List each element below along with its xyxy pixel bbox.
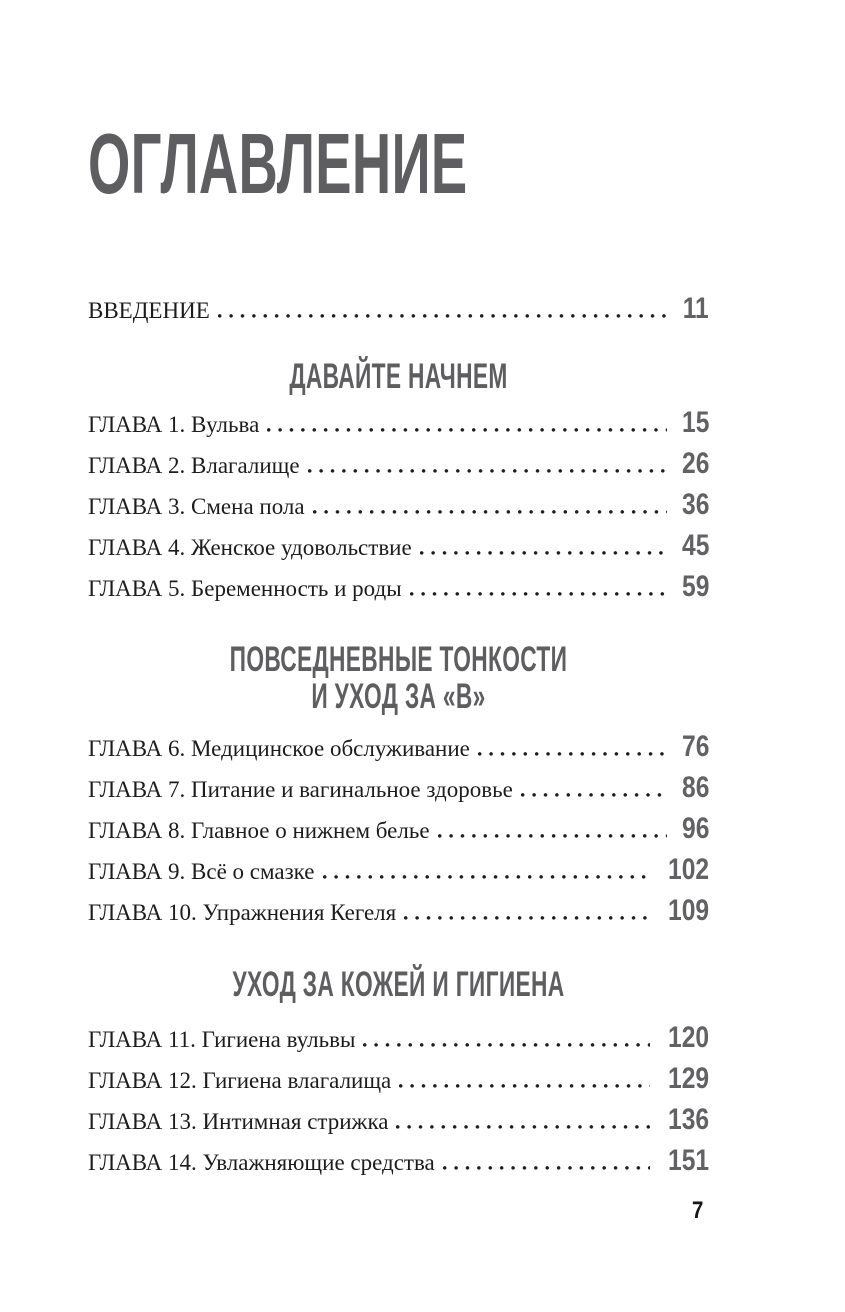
toc-entry-label: ГЛАВА 2. Влагалище bbox=[88, 453, 300, 478]
toc-entry-page: 36 bbox=[681, 488, 709, 521]
toc-entry-chapter-12 bbox=[88, 1058, 709, 1099]
toc-entry-page: 86 bbox=[681, 771, 709, 804]
toc-entry-chapter-7 bbox=[88, 767, 709, 808]
section-heading-skin-care-hygiene bbox=[88, 965, 709, 1005]
toc-entry-label: ГЛАВА 1. Вульва bbox=[88, 412, 260, 437]
toc-entry-page: 129 bbox=[667, 1062, 709, 1095]
section-heading-lets-begin bbox=[88, 357, 709, 397]
toc-content bbox=[88, 0, 709, 1181]
toc-entry-chapter-2 bbox=[88, 443, 709, 484]
toc-entry-page: 11 bbox=[682, 292, 709, 325]
page-title: ОГЛАВЛЕНИЕ bbox=[88, 117, 468, 212]
toc-entry-label: ГЛАВА 7. Питание и вагинальное здоровье bbox=[88, 777, 513, 802]
section-heading-line: ДАВАЙТЕ НАЧНЕМ bbox=[289, 357, 508, 396]
toc-entry-chapter-10 bbox=[88, 890, 709, 931]
toc-entry-chapter-13 bbox=[88, 1099, 709, 1140]
toc-entry-chapter-1 bbox=[88, 402, 709, 443]
dot-leader bbox=[410, 592, 667, 596]
toc-entry-label: ГЛАВА 5. Беременность и роды bbox=[88, 576, 402, 601]
dot-leader bbox=[396, 1125, 649, 1129]
toc-entry-page: 15 bbox=[681, 406, 709, 439]
toc-entry-label: ГЛАВА 6. Медицинское обслуживание bbox=[88, 736, 470, 761]
toc-entry-page: 109 bbox=[667, 894, 709, 927]
toc-entry-label: ГЛАВА 4. Женское удовольствие bbox=[88, 535, 412, 560]
toc-entry-label: ГЛАВА 14. Увлажняющие средства bbox=[88, 1150, 435, 1175]
dot-leader bbox=[420, 551, 667, 555]
toc-entry-page: 102 bbox=[667, 853, 709, 886]
toc-entry-page: 96 bbox=[681, 812, 709, 845]
toc-entry-chapter-14 bbox=[88, 1140, 709, 1181]
toc-entry-label: ГЛАВА 9. Всё о смазке bbox=[88, 859, 315, 884]
toc-section-rows bbox=[88, 726, 709, 931]
toc-entry-label: ГЛАВА 13. Интимная стрижка bbox=[88, 1109, 389, 1134]
section-heading-line: ПОВСЕДНЕВНЫЕ ТОНКОСТИ bbox=[229, 640, 568, 679]
dot-leader bbox=[313, 510, 667, 514]
toc-entry-chapter-11 bbox=[88, 1017, 709, 1058]
toc-entry-introduction bbox=[88, 288, 709, 329]
toc-section-rows bbox=[88, 402, 709, 607]
toc-entry-chapter-6 bbox=[88, 726, 709, 767]
dot-leader bbox=[308, 469, 667, 473]
toc-entry-page: 151 bbox=[667, 1144, 709, 1177]
toc-entry-label: ГЛАВА 11. Гигиена вульвы bbox=[88, 1027, 356, 1052]
dot-leader bbox=[399, 1084, 650, 1088]
printed-page-number: 7 bbox=[691, 1197, 703, 1224]
toc-entry-label: ГЛАВА 3. Смена пола bbox=[88, 494, 305, 519]
dot-leader bbox=[438, 834, 667, 838]
section-heading-everyday-care bbox=[88, 641, 709, 715]
toc-entry-page: 59 bbox=[681, 570, 709, 603]
toc-entry-chapter-5 bbox=[88, 566, 709, 607]
dot-leader bbox=[218, 314, 669, 318]
dot-leader bbox=[363, 1043, 649, 1047]
dot-leader bbox=[267, 428, 666, 432]
toc-entry-page: 26 bbox=[681, 447, 709, 480]
dot-leader bbox=[478, 752, 667, 756]
section-heading-line: И УХОД ЗА «В» bbox=[311, 677, 486, 716]
dot-leader bbox=[521, 793, 667, 797]
toc-entry-label: ГЛАВА 10. Упражнения Кегеля bbox=[88, 900, 397, 925]
toc-entry-page: 45 bbox=[681, 529, 709, 562]
toc-entry-chapter-4 bbox=[88, 525, 709, 566]
toc-entry-label: ГЛАВА 8. Главное о нижнем белье bbox=[88, 818, 430, 843]
toc-section-rows bbox=[88, 1017, 709, 1181]
toc-entry-page: 120 bbox=[667, 1021, 709, 1054]
toc-entry-chapter-9 bbox=[88, 849, 709, 890]
toc-entry-label: ВВЕДЕНИЕ bbox=[88, 298, 210, 323]
dot-leader bbox=[404, 916, 650, 920]
toc-entry-page: 136 bbox=[667, 1103, 709, 1136]
toc-entry-chapter-8 bbox=[88, 808, 709, 849]
toc-entry-page: 76 bbox=[681, 730, 709, 763]
toc-entry-chapter-3 bbox=[88, 484, 709, 525]
dot-leader bbox=[443, 1166, 650, 1170]
dot-leader bbox=[323, 875, 650, 879]
section-heading-line: УХОД ЗА КОЖЕЙ И ГИГИЕНА bbox=[232, 965, 565, 1004]
toc-entry-label: ГЛАВА 12. Гигиена влагалища bbox=[88, 1068, 392, 1093]
